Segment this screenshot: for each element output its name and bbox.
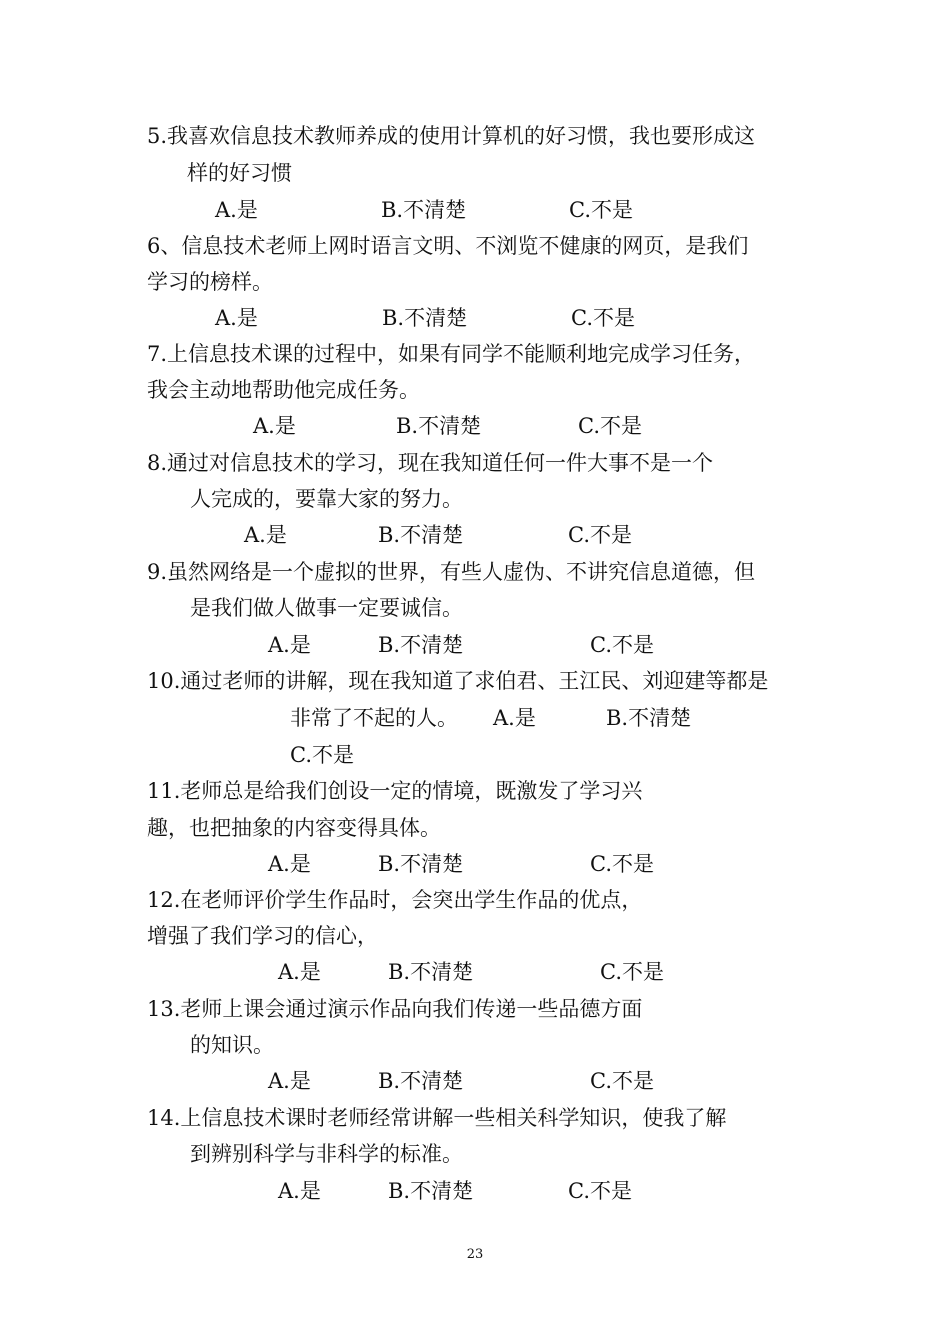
question-6-text-line-2: 学习的榜样。 bbox=[147, 270, 273, 294]
question-10-text-line-2: 非常了不起的人。 bbox=[290, 706, 458, 730]
question-5-option-b: B.不清楚 bbox=[381, 198, 467, 222]
question-12-text-line-1: 12.在老师评价学生作品时，会突出学生作品的优点， bbox=[147, 888, 643, 912]
question-12-option-a: A.是 bbox=[278, 960, 321, 984]
question-5-option-c: C.不是 bbox=[569, 198, 633, 222]
question-14-option-b: B.不清楚 bbox=[388, 1179, 474, 1203]
question-9-option-b: B.不清楚 bbox=[378, 633, 464, 657]
question-14-option-a: A.是 bbox=[278, 1179, 321, 1203]
page-number: 23 bbox=[466, 1247, 484, 1262]
question-14-text-line-2: 到辨别科学与非科学的标准。 bbox=[190, 1142, 463, 1166]
question-7-option-a: A.是 bbox=[253, 414, 296, 438]
question-10-option-c: C.不是 bbox=[290, 743, 354, 767]
question-11-option-a: A.是 bbox=[268, 852, 311, 876]
question-9-text-line-2: 是我们做人做事一定要诚信。 bbox=[190, 596, 463, 620]
question-13-option-a: A.是 bbox=[268, 1069, 311, 1093]
question-12-option-b: B.不清楚 bbox=[388, 960, 474, 984]
question-13-text-line-1: 13.老师上课会通过演示作品向我们传递一些品德方面 bbox=[147, 997, 643, 1021]
question-8-option-a: A.是 bbox=[244, 523, 287, 547]
question-8-text-line-2: 人完成的，要靠大家的努力。 bbox=[190, 487, 463, 511]
question-8-option-c: C.不是 bbox=[568, 523, 632, 547]
question-8-option-b: B.不清楚 bbox=[378, 523, 464, 547]
question-7-option-c: C.不是 bbox=[578, 414, 642, 438]
question-12-text-line-2: 增强了我们学习的信心， bbox=[147, 924, 378, 948]
question-7-text-line-2: 我会主动地帮助他完成任务。 bbox=[147, 378, 420, 402]
question-6-option-a: A.是 bbox=[215, 306, 258, 330]
question-14-option-c: C.不是 bbox=[568, 1179, 632, 1203]
question-11-option-b: B.不清楚 bbox=[378, 852, 464, 876]
question-5-text-line-2: 样的好习惯 bbox=[187, 161, 292, 185]
question-13-text-line-2: 的知识。 bbox=[190, 1033, 274, 1057]
question-10-option-a: A.是 bbox=[493, 706, 536, 730]
question-12-option-c: C.不是 bbox=[600, 960, 664, 984]
question-5-text-line-1: 5.我喜欢信息技术教师养成的使用计算机的好习惯，我也要形成这 bbox=[147, 124, 756, 148]
question-14-text-line-1: 14.上信息技术课时老师经常讲解一些相关科学知识，使我了解 bbox=[147, 1106, 727, 1130]
question-11-text-line-2: 趣，也把抽象的内容变得具体。 bbox=[147, 816, 441, 840]
question-5-option-a: A.是 bbox=[215, 198, 258, 222]
question-10-option-b: B.不清楚 bbox=[606, 706, 692, 730]
question-13-option-c: C.不是 bbox=[590, 1069, 654, 1093]
question-6-option-b: B.不清楚 bbox=[382, 306, 468, 330]
question-6-option-c: C.不是 bbox=[571, 306, 635, 330]
question-9-option-c: C.不是 bbox=[590, 633, 654, 657]
question-7-text-line-1: 7.上信息技术课的过程中，如果有同学不能顺利地完成学习任务， bbox=[147, 342, 756, 366]
question-11-text-line-1: 11.老师总是给我们创设一定的情境，既激发了学习兴 bbox=[147, 779, 643, 803]
question-7-option-b: B.不清楚 bbox=[396, 414, 482, 438]
question-8-text-line-1: 8.通过对信息技术的学习，现在我知道任何一件大事不是一个 bbox=[147, 451, 714, 475]
question-13-option-b: B.不清楚 bbox=[378, 1069, 464, 1093]
question-10-text-line-1: 10.通过老师的讲解，现在我知道了求伯君、王江民、刘迎建等都是 bbox=[147, 669, 769, 693]
question-9-text-line-1: 9.虽然网络是一个虚拟的世界，有些人虚伪、不讲究信息道德，但 bbox=[147, 560, 756, 584]
question-9-option-a: A.是 bbox=[268, 633, 311, 657]
question-6-text-line-1: 6、信息技术老师上网时语言文明、不浏览不健康的网页，是我们 bbox=[147, 234, 749, 258]
question-11-option-c: C.不是 bbox=[590, 852, 654, 876]
